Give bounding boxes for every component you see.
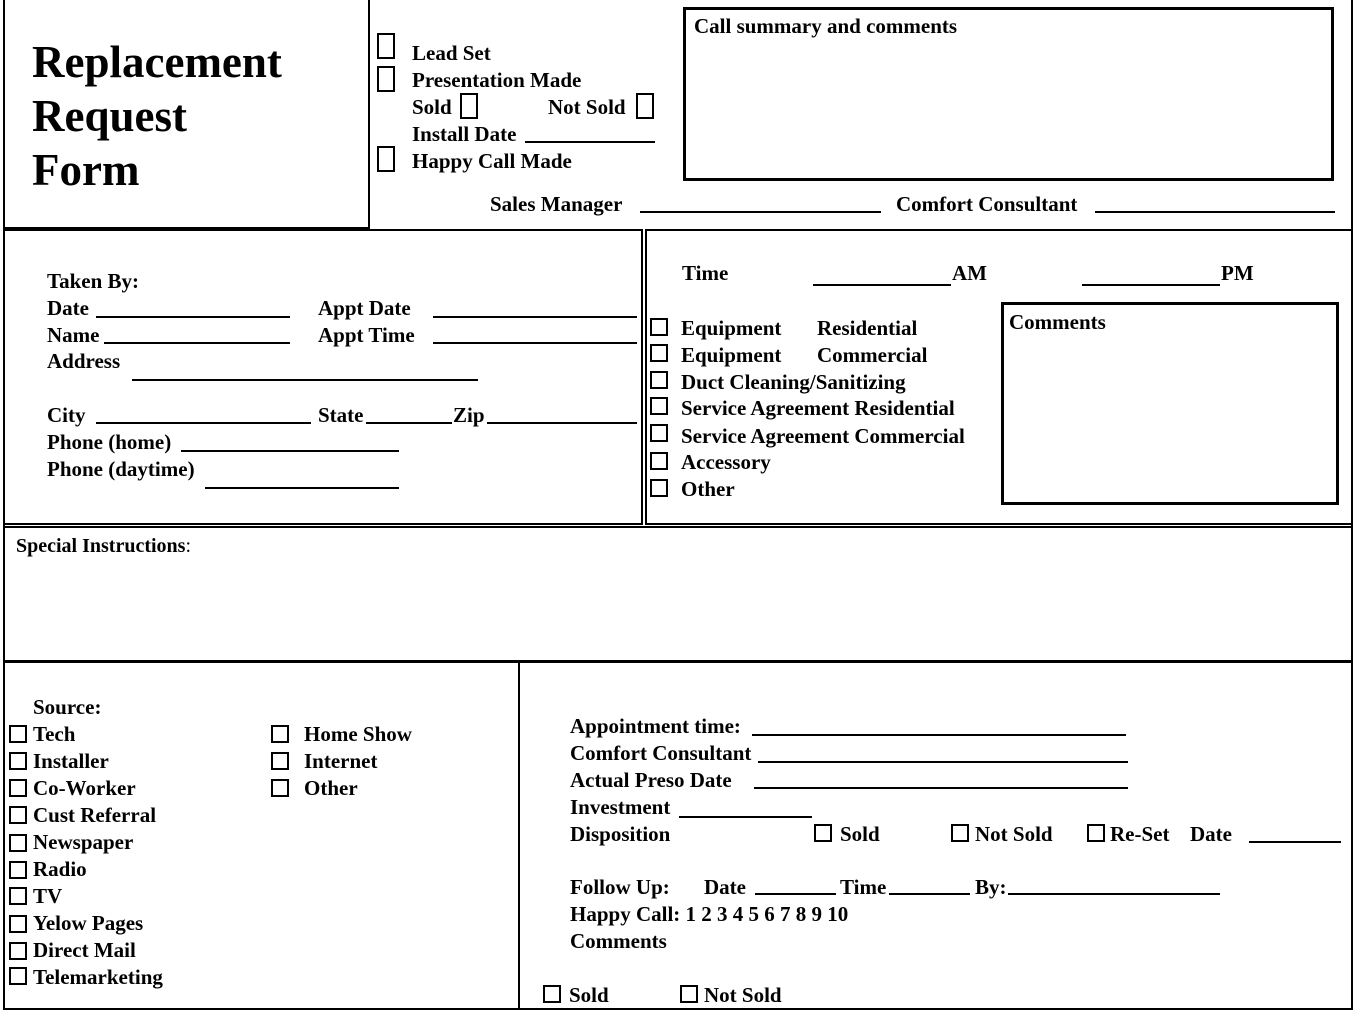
appt-type-label: Duct Cleaning/Sanitizing (681, 370, 906, 394)
phone-daytime-label: Phone (daytime) (47, 457, 195, 481)
state-label: State (318, 403, 364, 427)
am-label: AM (952, 261, 987, 285)
source-item-label: Direct Mail (33, 938, 136, 962)
page-title-line-2: Request (32, 91, 187, 141)
not-sold-label: Not Sold (548, 95, 626, 119)
city-label: City (47, 403, 86, 427)
source-checkbox-yelow-pages[interactable] (9, 915, 27, 933)
source-label: Source: (33, 695, 102, 719)
actual-preso-date-label: Actual Preso Date (570, 768, 732, 792)
source-checkbox-other[interactable] (271, 779, 289, 797)
disposition-not-sold-checkbox[interactable] (951, 824, 969, 842)
phone-home-label: Phone (home) (47, 430, 172, 454)
taken-by-label: Taken By: (47, 269, 140, 293)
appt-date-label: Appt Date (318, 296, 411, 320)
result-comfort-consultant-label: Comfort Consultant (570, 741, 752, 765)
source-checkbox-cust-referral[interactable] (9, 806, 27, 824)
other-appt-checkbox[interactable] (650, 479, 668, 497)
source-item-label: Newspaper (33, 830, 134, 854)
disposition-reset-checkbox[interactable] (1087, 824, 1105, 842)
presentation-made-checkbox[interactable] (377, 66, 395, 92)
appt-time-label: Appt Time (318, 323, 415, 347)
source-checkbox-installer[interactable] (9, 752, 27, 770)
bottom-sold-checkbox[interactable] (543, 985, 561, 1003)
lead-set-checkbox[interactable] (377, 33, 395, 59)
source-item-label: TV (33, 884, 63, 908)
city-field[interactable] (96, 422, 311, 424)
appt-type-label: Equipment (681, 316, 782, 340)
source-item-label: Installer (33, 749, 109, 773)
date-label: Date (47, 296, 89, 320)
follow-up-by-field[interactable] (1008, 893, 1220, 895)
source-checkbox-internet[interactable] (271, 752, 289, 770)
call-summary-label: Call summary and comments (694, 14, 958, 38)
page-title-line-3: Form (32, 145, 140, 195)
sales-manager-label: Sales Manager (490, 192, 623, 216)
bottom-not-sold-label: Not Sold (704, 983, 782, 1007)
appt-type-sub-label: Residential (817, 316, 918, 340)
source-checkbox-newspaper[interactable] (9, 834, 27, 852)
source-item-label: Other (304, 776, 358, 800)
service-agreement-residential-checkbox[interactable] (650, 397, 668, 415)
source-item-label: Co-Worker (33, 776, 136, 800)
source-checkbox-telemarketing[interactable] (9, 967, 27, 985)
appointment-comments-label: Comments (1009, 310, 1106, 334)
am-time-field[interactable] (813, 284, 951, 286)
follow-up-time-field[interactable] (889, 893, 970, 895)
appt-time-field[interactable] (433, 342, 637, 344)
appointment-time-field[interactable] (752, 734, 1126, 736)
appt-type-label: Accessory (681, 450, 771, 474)
source-item-label: Cust Referral (33, 803, 157, 827)
install-date-field[interactable] (525, 141, 655, 143)
disposition-sold-checkbox[interactable] (814, 824, 832, 842)
disposition-not-sold-label: Not Sold (975, 822, 1053, 846)
sold-label: Sold (412, 95, 452, 119)
source-checkbox-radio[interactable] (9, 861, 27, 879)
special-instructions-text: Special Instructions (16, 535, 186, 557)
source-checkbox-direct-mail[interactable] (9, 942, 27, 960)
source-item-label: Tech (33, 722, 76, 746)
special-instructions-label (16, 534, 191, 558)
phone-daytime-field[interactable] (205, 487, 399, 489)
phone-home-field[interactable] (181, 450, 399, 452)
presentation-made-label: Presentation Made (412, 68, 582, 92)
source-item-label: Radio (33, 857, 87, 881)
date-field[interactable] (96, 316, 290, 318)
investment-label: Investment (570, 795, 671, 819)
result-comfort-consultant-field[interactable] (758, 761, 1128, 763)
disposition-reset-label: Re-Set (1110, 822, 1170, 846)
sold-checkbox[interactable] (460, 93, 478, 119)
accessory-checkbox[interactable] (650, 452, 668, 470)
appt-type-sub-label: Commercial (817, 343, 928, 367)
disposition-date-label: Date (1190, 822, 1232, 846)
actual-preso-date-field[interactable] (754, 787, 1128, 789)
disposition-sold-label: Sold (840, 822, 880, 846)
appt-type-label: Other (681, 477, 735, 501)
investment-field[interactable] (679, 816, 812, 818)
comfort-consultant-label: Comfort Consultant (896, 192, 1078, 216)
name-label: Name (47, 323, 100, 347)
install-date-label: Install Date (412, 122, 517, 146)
bottom-sold-label: Sold (569, 983, 609, 1007)
not-sold-checkbox[interactable] (636, 93, 654, 119)
special-instructions-box[interactable] (3, 526, 1353, 662)
service-agreement-commercial-checkbox[interactable] (650, 424, 668, 442)
source-checkbox-tech[interactable] (9, 725, 27, 743)
appointment-time-label: Appointment time: (570, 714, 741, 738)
special-instructions-colon: : (185, 535, 192, 557)
appt-type-label: Equipment (681, 343, 782, 367)
comfort-consultant-field[interactable] (1095, 211, 1335, 213)
result-comments-label: Comments (570, 929, 667, 953)
happy-call-rating: Happy Call: 1 2 3 4 5 6 7 8 9 10 (570, 902, 849, 926)
source-checkbox-tv[interactable] (9, 887, 27, 905)
time-label: Time (682, 261, 729, 285)
source-item-label: Yelow Pages (33, 911, 144, 935)
equipment-residential-checkbox[interactable] (650, 318, 668, 336)
pm-label: PM (1221, 261, 1254, 285)
appt-date-field[interactable] (433, 316, 637, 318)
bottom-not-sold-checkbox[interactable] (680, 985, 698, 1003)
address-field[interactable] (132, 379, 478, 381)
appt-type-label: Service Agreement Commercial (681, 424, 965, 448)
duct-cleaning-checkbox[interactable] (650, 371, 668, 389)
source-checkbox-co-worker[interactable] (9, 779, 27, 797)
address-label: Address (47, 349, 121, 373)
zip-field[interactable] (487, 422, 637, 424)
pm-time-field[interactable] (1082, 284, 1220, 286)
sales-manager-field[interactable] (640, 211, 881, 213)
disposition-date-field[interactable] (1249, 841, 1341, 843)
lead-set-label: Lead Set (412, 41, 491, 65)
state-field[interactable] (366, 422, 452, 424)
zip-label: Zip (453, 403, 485, 427)
appt-type-label: Service Agreement Residential (681, 396, 955, 420)
page-title-line-1: Replacement (32, 37, 282, 87)
source-item-label: Telemarketing (33, 965, 163, 989)
happy-call-made-checkbox[interactable] (377, 146, 395, 172)
follow-up-label: Follow Up: (570, 875, 670, 899)
source-checkbox-home-show[interactable] (271, 725, 289, 743)
disposition-label: Disposition (570, 822, 671, 846)
follow-up-date-label: Date (704, 875, 746, 899)
source-item-label: Home Show (304, 722, 412, 746)
equipment-commercial-checkbox[interactable] (650, 344, 668, 362)
happy-call-made-label: Happy Call Made (412, 149, 572, 173)
follow-up-time-label: Time (840, 875, 887, 899)
source-item-label: Internet (304, 749, 378, 773)
follow-up-date-field[interactable] (755, 893, 836, 895)
follow-up-by-label: By: (975, 875, 1007, 899)
name-field[interactable] (104, 342, 290, 344)
